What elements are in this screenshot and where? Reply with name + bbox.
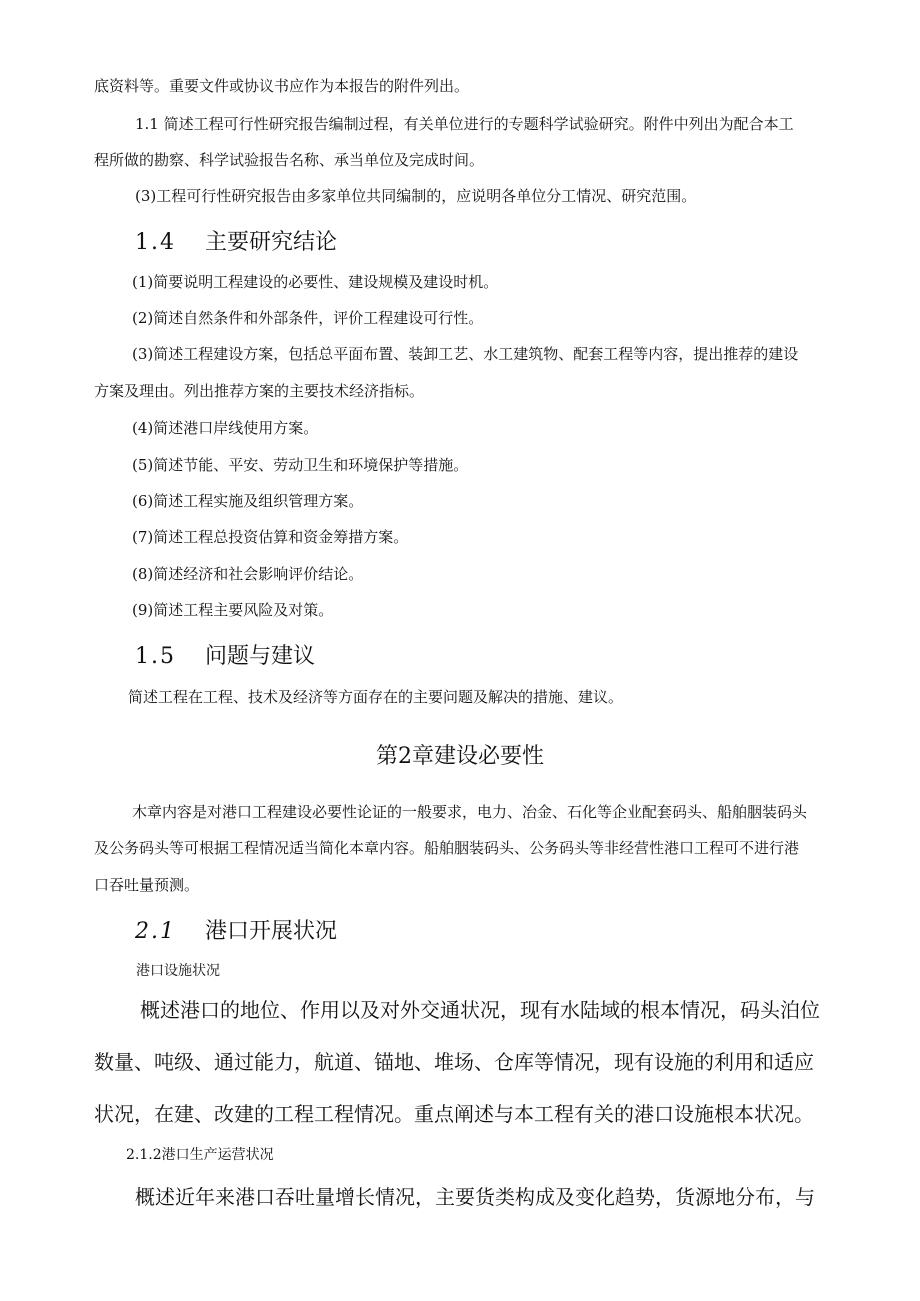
text-line: 底资料等。重要文件或协议书应作为本报告的附件列出。 [94,77,470,95]
subsection-title: 2.1.2港口生产运营状况 [126,1147,274,1163]
text-line: 木章内容是对港口工程建设必要性论证的一般要求，电力、冶金、石化等企业配套码头、船舶胭装码头 [132,803,808,821]
section-heading-2-1 [135,918,337,946]
text-line: 程所做的勘察、科学试验报告名称、承当单位及完成时间。 [94,151,485,169]
section-title: 港口开展状况 [205,919,338,944]
section-number: 2.1 [135,919,176,944]
text-line: 口吞吐量预测。 [94,876,200,894]
section-number: 1.5 [135,644,176,669]
section-title: 主要研究结论 [205,230,338,255]
text-line: 概述近年来港口吞吐量增长情况，主要货类构成及变化趋势，货源地分布，与 [135,1185,815,1209]
text-line: 数量、吨级、通过能力，航道、锚地、堆场、仓库等情况，现有设施的利用和适应 [94,1050,814,1074]
list-item: 方案及理由。列出推荐方案的主要技术经济指标。 [94,382,425,400]
section-heading-1-5 [135,643,315,671]
text-line: 状况，在建、改建的工程工程情况。重点阐述与本工程有关的港口设施根本状况。 [94,1102,814,1126]
list-item: (8)简述经济和社会影响评价结论。 [132,565,364,583]
paragraph: 简述工程在工程、技术及经济等方面存在的主要问题及解决的措施、建议。 [128,688,624,706]
text-line: (3)工程可行性研究报告由多家单位共同编制的，应说明各单位分工情况、研究范围。 [135,187,697,205]
list-item: (1)简要说明工程建设的必要性、建设规模及建设时机。 [132,273,499,291]
list-item: (6)简述工程实施及组织管理方案。 [132,492,364,510]
list-item: (5)简述节能、平安、劳动卫生和环境保护等措施。 [132,456,469,474]
text-line: 概述港口的地位、作用以及对外交通状况，现有水陆域的根本情况，码头泊位 [140,998,820,1022]
section-title: 问题与建议 [205,644,316,669]
section-number: 1.4 [135,230,176,255]
list-item: (2)简述自然条件和外部条件，评价工程建设可行性。 [132,309,484,327]
list-item: (3)简述工程建设方案，包括总平面布置、装卸工艺、水工建筑物、配套工程等内容，提出推荐的建设 [132,345,799,363]
subsection-title: 港口设施状况 [136,963,220,979]
section-heading-1-4 [135,229,337,257]
chapter-title: 第2章建设必要性 [376,744,544,769]
list-item: (7)简述工程总投资估算和资金筹措方案。 [132,528,409,546]
text-line: 1.1 简述工程可行性研究报告编制过程，有关单位进行的专题科学试验研究。附件中列出为配合本工 [135,115,794,133]
list-item: (9)简述工程主要风险及对策。 [132,601,334,619]
list-item: (4)简述港口岸线使用方案。 [132,419,319,437]
text-line: 及公务码头等可根据工程情况适当简化本章内容。船舶胭装码头、公务码头等非经营性港口工程可不进行港 [94,839,800,857]
